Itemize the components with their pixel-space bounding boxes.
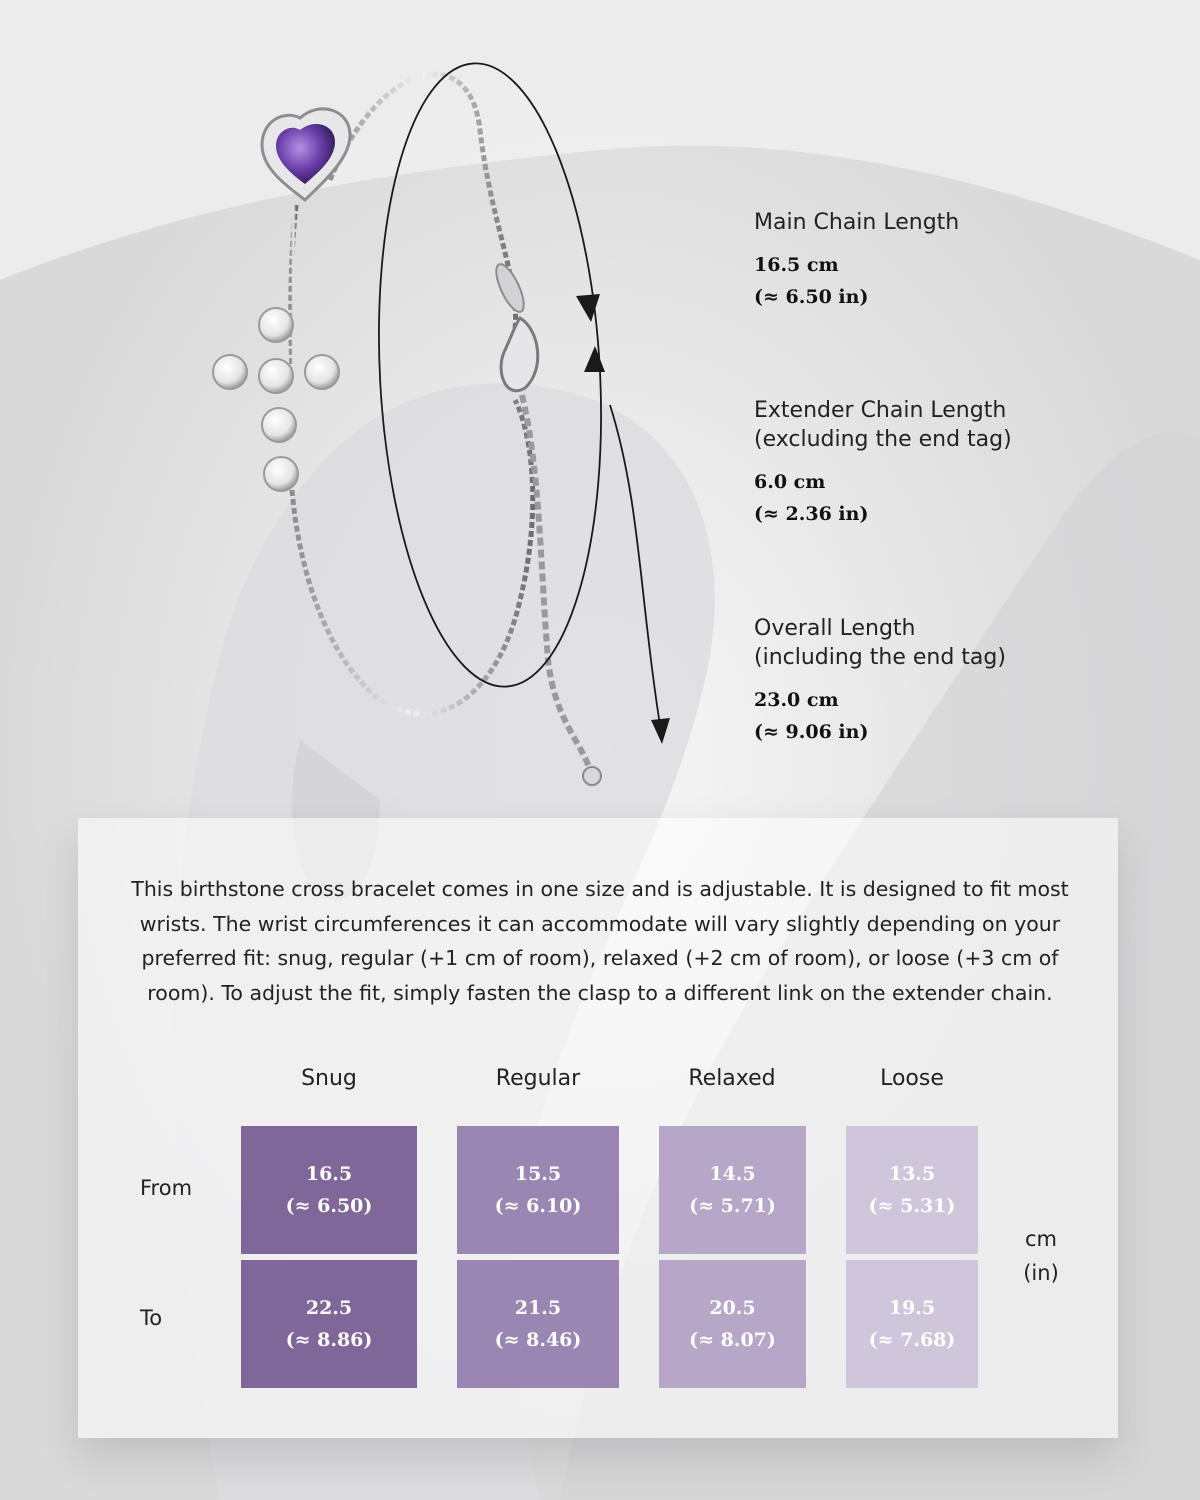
cell-in: (≈ 8.46) [494, 1329, 582, 1351]
cell-cm: 15.5 [514, 1163, 562, 1185]
cell-cm: 13.5 [888, 1163, 936, 1185]
cell-in: (≈ 8.86) [285, 1329, 373, 1351]
spec-overall-length [754, 614, 1006, 748]
cell-cm: 16.5 [305, 1163, 353, 1185]
column-header-loose: Loose [880, 1066, 944, 1091]
row-header-from: From [140, 1176, 193, 1200]
column-header-snug: Snug [301, 1066, 357, 1091]
unit-in: (in) [1023, 1261, 1059, 1285]
cell-in: (≈ 6.10) [494, 1195, 582, 1217]
cell-in: (≈ 5.31) [868, 1195, 956, 1217]
cell-cm: 14.5 [709, 1163, 756, 1185]
spec-value-in: (≈ 2.36 in) [754, 503, 869, 525]
cell-in: (≈ 8.07) [689, 1329, 776, 1351]
size-cell-snug-from [241, 1126, 417, 1254]
cell-cm: 20.5 [709, 1297, 756, 1319]
size-cell-snug-to [241, 1260, 417, 1388]
spec-label: Overall Length (including the end tag) [754, 616, 1006, 670]
size-cell-loose-from [846, 1126, 978, 1254]
fit-description: This birthstone cross bracelet comes in one size and is adjustable. It is designed to fit most wrists. The wrist circumferences it can accommodate will vary slightly depending on your preferred fit: snug, regular (+1 cm of room), relaxed (+2 cm of room), or loose (+3 cm of room). To adjust the fit, simply fasten the clasp to a different link on the extender chain. [131, 877, 1069, 1005]
spec-label: Main Chain Length [754, 210, 960, 235]
size-cell-relaxed-from [659, 1126, 806, 1254]
cell-cm: 19.5 [888, 1297, 936, 1319]
size-cell-loose-to [846, 1260, 978, 1388]
size-cell-relaxed-to [659, 1260, 806, 1388]
cell-in: (≈ 6.50) [285, 1195, 373, 1217]
cell-in: (≈ 7.68) [868, 1329, 956, 1351]
size-cell-regular-from [457, 1126, 619, 1254]
spec-value-cm: 16.5 cm [754, 254, 839, 276]
size-cell-regular-to [457, 1260, 619, 1388]
spec-value-cm: 23.0 cm [754, 689, 839, 711]
spec-main-chain [754, 208, 959, 313]
spec-label: Extender Chain Length (excluding the end tag) [754, 398, 1012, 452]
column-header-relaxed: Relaxed [688, 1066, 776, 1091]
row-header-to: To [140, 1306, 163, 1330]
spec-extender-chain [754, 396, 1012, 530]
column-header-regular: Regular [495, 1066, 581, 1091]
cell-cm: 21.5 [514, 1297, 562, 1319]
spec-value-in: (≈ 6.50 in) [754, 286, 869, 308]
cell-cm: 22.5 [305, 1297, 353, 1319]
cell-in: (≈ 5.71) [689, 1195, 776, 1217]
spec-value-cm: 6.0 cm [754, 471, 826, 493]
unit-cm: cm [1024, 1227, 1057, 1251]
unit-label [1012, 1222, 1070, 1290]
spec-value-in: (≈ 9.06 in) [754, 721, 869, 743]
